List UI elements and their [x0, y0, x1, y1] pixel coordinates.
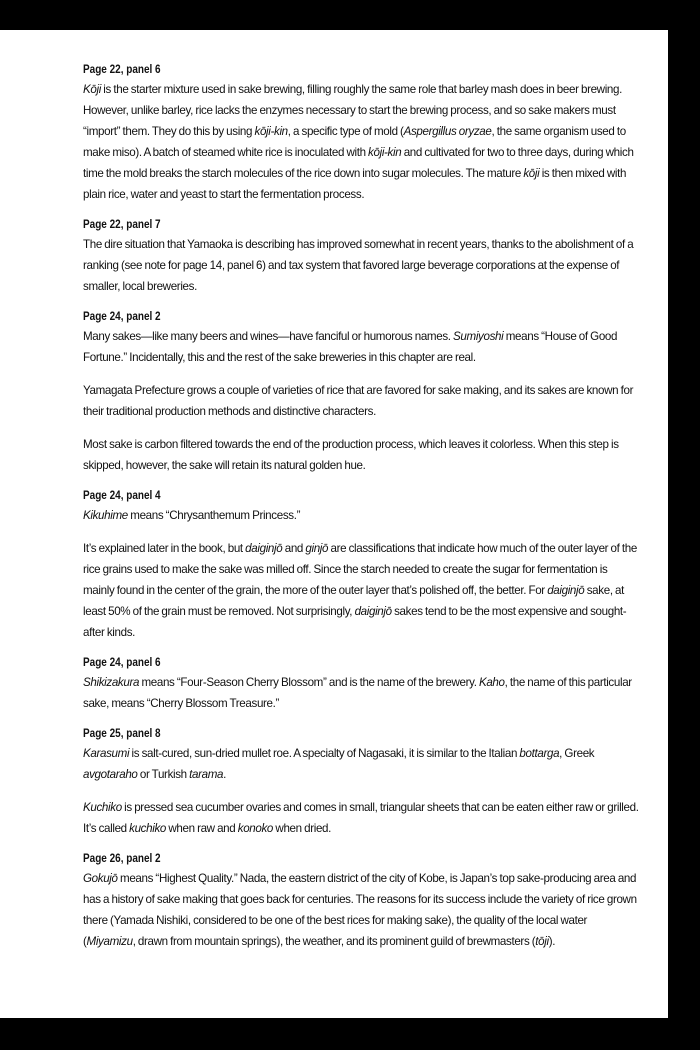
note-paragraph: [83, 505, 641, 526]
italic-term: Kōji: [83, 83, 101, 96]
text-run: The dire situation that Yamaoka is describing has improved somewhat in recent years, thanks to the abolishment of a ranking (see note for page 14, panel 6) and tax system that favored large beverage corporations at the expense of smaller, local breweries.: [83, 238, 634, 293]
text-run: sakes tend to be the most expensive and sought-after kinds.: [83, 605, 627, 639]
italic-term: Kuchiko: [83, 801, 122, 814]
note-paragraph: [83, 79, 641, 205]
italic-term: Shikizakura: [83, 676, 140, 689]
note-section: [83, 655, 641, 714]
text-run: means “Chrysanthemum Princess.”: [127, 509, 301, 522]
text-run: when dried.: [273, 822, 332, 835]
notes-content: [83, 62, 641, 964]
text-run: are classifications that indicate how much of the outer layer of the rice grains used to make the sake was milled off. Since the starch needed to create the sugar for fermentation is mainly found in the center of the grain, the more of the outer layer that’s polished off, the better. For: [83, 542, 637, 597]
italic-term: konoko: [237, 822, 274, 835]
italic-term: Aspergillus oryzae: [403, 125, 492, 138]
italic-term: tarama: [189, 768, 224, 781]
text-run: Most sake is carbon filtered towards the end of the production process, which leaves it colorless. When this step is skipped, however, the sake will retain its natural golden hue.: [83, 438, 619, 472]
note-heading: Page 25, panel 8: [83, 727, 161, 740]
italic-term: Gokujō: [83, 872, 118, 885]
note-paragraph: [83, 326, 641, 368]
note-paragraph: [83, 672, 641, 714]
italic-term: Karasumi: [83, 747, 130, 760]
italic-term: Kikuhime: [83, 509, 128, 522]
text-run: and: [282, 542, 306, 555]
italic-term: kuchiko: [129, 822, 167, 835]
italic-term: Miyamizu: [86, 935, 133, 948]
note-section: [83, 726, 641, 839]
text-run: or Turkish: [137, 768, 190, 781]
italic-term: ginjō: [305, 542, 329, 555]
note-heading: Page 26, panel 2: [83, 852, 161, 865]
text-run: , the name of this particular sake, means “Cherry Blossom Treasure.”: [83, 676, 632, 710]
text-run: , a specific type of mold (: [287, 125, 404, 138]
text-run: means “Highest Quality.” Nada, the eastern district of the city of Kobe, is Japan’s top sake-producing area and has a history of sake making that goes back for centuries. The reasons for its success include the variety of rice grown there (Yamada Nishiki, considered to be one of the best rices for making sake), the quality of the local water (: [83, 872, 637, 948]
note-paragraph: [83, 434, 641, 476]
text-run: is salt-cured, sun-dried mullet roe. A specialty of Nagasaki, it is similar to the Italian: [129, 747, 520, 760]
text-run: when raw and: [166, 822, 238, 835]
italic-term: daiginjō: [547, 584, 585, 597]
note-section: [83, 62, 641, 205]
text-run: means “Four-Season Cherry Blossom” and is the name of the brewery.: [139, 676, 479, 689]
italic-term: daiginjō: [354, 605, 392, 618]
text-run: It’s explained later in the book, but: [83, 542, 246, 555]
note-section: [83, 217, 641, 297]
note-section: [83, 309, 641, 476]
text-run: means “House of Good Fortune.” Incidentally, this and the rest of the sake breweries in this chapter are real.: [83, 330, 618, 364]
italic-term: avgotaraho: [83, 768, 138, 781]
note-heading: Page 24, panel 2: [83, 310, 161, 323]
note-section: [83, 851, 641, 952]
italic-term: kōji-kin: [254, 125, 288, 138]
note-paragraph: [83, 380, 641, 422]
text-run: and cultivated for two to three days, during which time the mold breaks the starch molecules of the rice down into sugar molecules. The mature: [83, 146, 634, 180]
text-run: ).: [548, 935, 556, 948]
note-paragraph: [83, 868, 641, 952]
text-run: sake, at least 50% of the grain must be removed. Not surprisingly,: [83, 584, 625, 618]
italic-term: Kaho: [478, 676, 505, 689]
text-run: is pressed sea cucumber ovaries and comes in small, triangular sheets that can be eaten either raw or grilled. It’s called: [83, 801, 639, 835]
note-paragraph: [83, 797, 641, 839]
note-heading: Page 24, panel 6: [83, 656, 161, 669]
note-paragraph: [83, 743, 641, 785]
italic-term: kōji: [523, 167, 540, 180]
text-run: Many sakes—like many beers and wines—have fanciful or humorous names.: [83, 330, 454, 343]
note-heading: Page 22, panel 6: [83, 63, 161, 76]
text-run: , drawn from mountain springs), the weather, and its prominent guild of brewmasters (: [132, 935, 536, 948]
note-heading: Page 24, panel 4: [83, 489, 161, 502]
text-run: Yamagata Prefecture grows a couple of varieties of rice that are favored for sake making, and its sakes are known for their traditional production methods and distinctive characters.: [83, 384, 634, 418]
text-run: .: [223, 768, 227, 781]
text-run: , the same organism used to make miso). A batch of steamed white rice is inoculated with: [83, 125, 626, 159]
italic-term: Sumiyoshi: [453, 330, 504, 343]
note-heading: Page 22, panel 7: [83, 218, 161, 231]
document-page: [0, 30, 668, 1018]
text-run: is then mixed with plain rice, water and yeast to start the fermentation process.: [83, 167, 627, 201]
italic-term: tōji: [535, 935, 549, 948]
italic-term: kōji-kin: [368, 146, 402, 159]
note-paragraph: [83, 234, 641, 297]
italic-term: daiginjō: [245, 542, 283, 555]
note-paragraph: [83, 538, 641, 643]
text-run: is the starter mixture used in sake brewing, filling roughly the same role that barley mash does in beer brewing. However, unlike barley, rice lacks the enzymes necessary to start the brewing process, and so sake makers must “import” them. They do this by using: [83, 83, 622, 138]
text-run: , Greek: [559, 747, 595, 760]
note-section: [83, 488, 641, 643]
italic-term: bottarga: [519, 747, 560, 760]
